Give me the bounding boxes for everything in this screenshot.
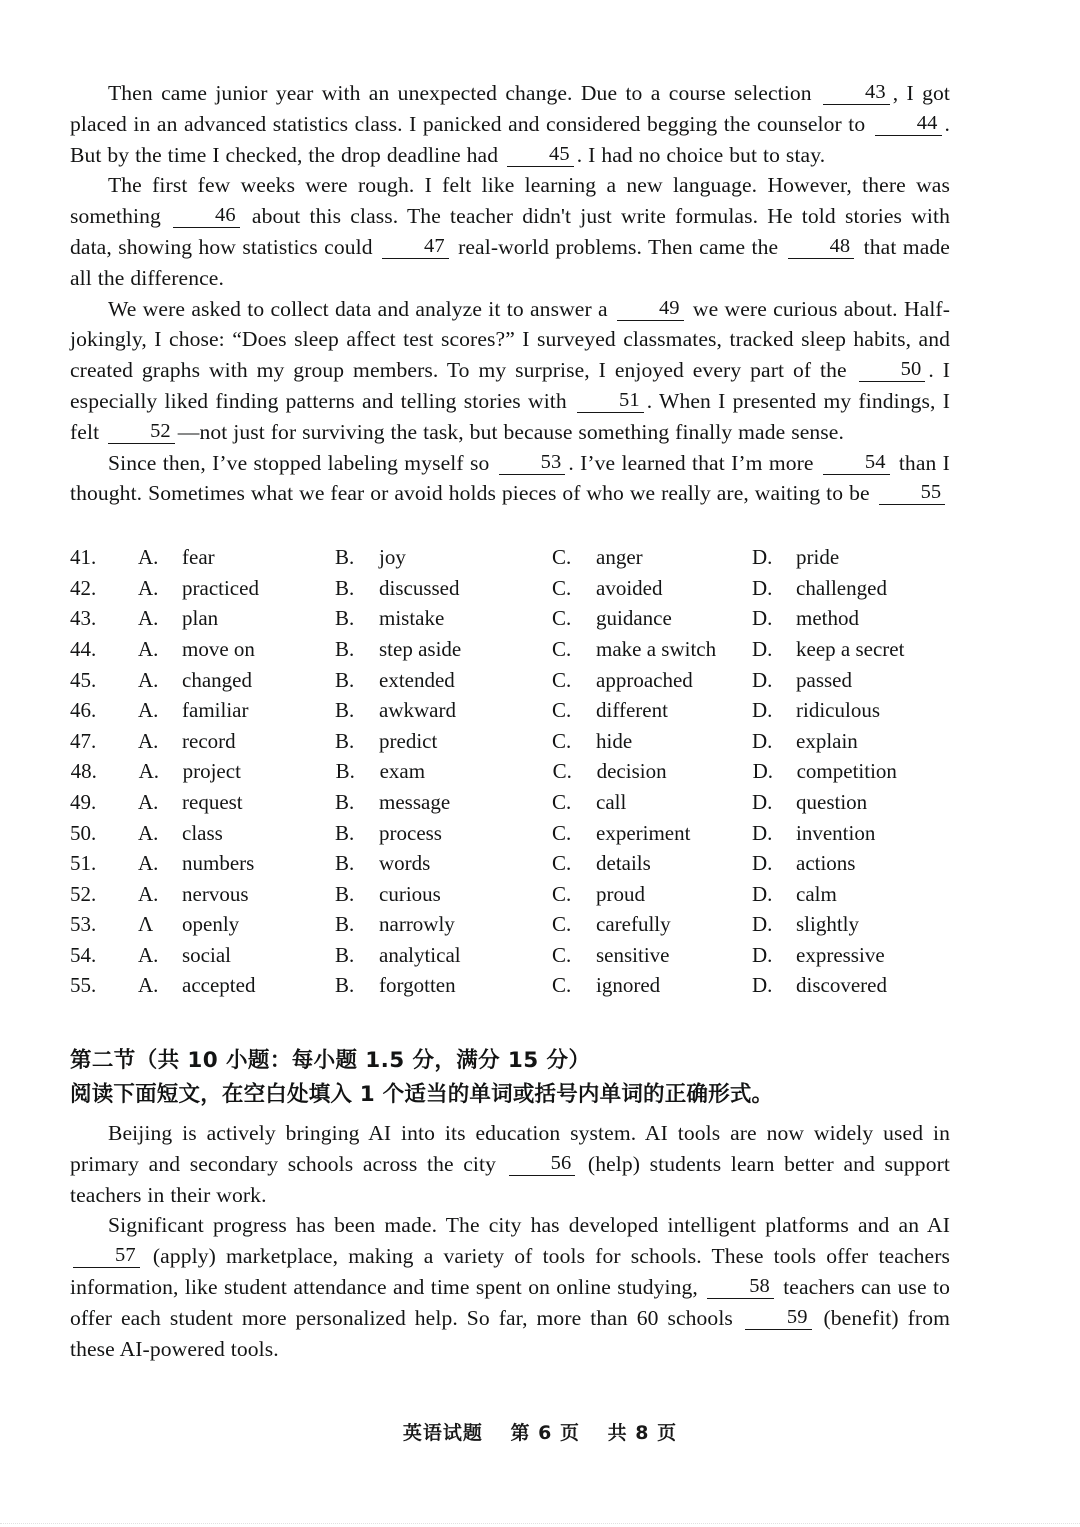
mc-option-text: different (596, 698, 668, 723)
passage-text: Since then, I’ve stopped labeling myself so (108, 450, 496, 475)
mc-option-c[interactable] (552, 545, 643, 570)
mc-option-text: call (596, 789, 627, 814)
answer-blank-53[interactable]: 53 (499, 451, 566, 475)
mc-option-c[interactable] (552, 851, 651, 876)
answer-blank-59[interactable]: 59 (745, 1306, 812, 1330)
mc-option-d[interactable] (752, 668, 852, 693)
mc-option-text: extended (379, 667, 455, 692)
mc-option-text: expressive (796, 942, 885, 967)
answer-blank-46[interactable]: 46 (173, 204, 240, 228)
mc-option-a[interactable] (138, 851, 254, 876)
mc-option-letter: C. (552, 759, 572, 784)
mc-option-text: curious (379, 881, 441, 906)
mc-question-number: 52. (70, 881, 97, 906)
answer-blank-52[interactable]: 52 (108, 420, 175, 444)
answer-blank-51[interactable]: 51 (577, 389, 644, 413)
mc-option-b[interactable] (335, 943, 461, 968)
passage-text: . I’ve learned that I’m more (568, 450, 820, 475)
mc-row (70, 729, 950, 760)
mc-question-number: 45. (70, 667, 97, 692)
mc-option-d[interactable] (752, 943, 885, 968)
section-two-instruction: 阅读下面短文，在空白处填入 1 个适当的单词或括号内单词的正确形式。 (70, 1082, 774, 1108)
passage-text: Beijing is actively bringing AI into its education system. AI tools are now widely used in primary and secondary schools across the city (70, 1121, 950, 1176)
mc-option-d[interactable] (752, 545, 839, 570)
mc-option-text: words (379, 851, 431, 876)
mc-option-d[interactable] (752, 973, 887, 998)
page-content (70, 78, 950, 1364)
mc-option-d[interactable] (753, 759, 897, 784)
mc-question-number: 49. (70, 789, 97, 814)
mc-option-a[interactable] (138, 668, 252, 693)
mc-option-text: process (379, 820, 442, 845)
mc-option-letter: B. (335, 820, 355, 845)
mc-option-text: awkward (379, 698, 456, 723)
mc-option-letter: B. (335, 912, 355, 937)
mc-option-d[interactable] (752, 790, 867, 815)
answer-blank-56[interactable]: 56 (509, 1152, 576, 1176)
mc-option-a[interactable] (138, 973, 255, 998)
passage-text: The first few weeks were rough. I felt like learning a new language. However, there was something (70, 173, 950, 229)
mc-option-text: familiar (182, 698, 249, 723)
mc-option-letter: D. (752, 820, 773, 845)
footer-total-pages: 共 8 页 (607, 1422, 678, 1444)
mc-option-letter: A. (138, 728, 159, 753)
mc-option-d[interactable] (752, 729, 858, 754)
mc-question-number: 55. (70, 973, 97, 998)
mc-option-letter: D. (752, 667, 773, 692)
mc-option-b[interactable] (335, 882, 441, 907)
mc-option-text: step aside (379, 636, 462, 661)
mc-option-text: joy (379, 545, 406, 570)
passage-text: (benefit) from these AI-powered tools. (70, 1305, 950, 1361)
answer-blank-58[interactable]: 58 (707, 1275, 774, 1299)
mc-option-b[interactable] (335, 606, 444, 631)
mc-option-letter: B. (335, 606, 355, 631)
answer-blank-47[interactable]: 47 (382, 235, 449, 259)
mc-option-text: invention (796, 820, 876, 845)
mc-option-letter: Λ (138, 912, 154, 937)
mc-row (70, 943, 950, 974)
mc-option-letter: A. (138, 698, 159, 723)
mc-option-text: exam (379, 759, 426, 784)
mc-question-number: 42. (70, 575, 97, 600)
mc-option-text: keep a secret (796, 636, 905, 661)
passage-text: , I got placed in an advanced statistics class. I panicked and considered begging the counselor to (70, 81, 950, 136)
mc-option-letter: A. (138, 789, 159, 814)
mc-option-text: explain (796, 728, 858, 753)
mc-option-letter: B. (335, 851, 355, 876)
mc-option-letter: B. (335, 942, 355, 967)
answer-blank-50[interactable]: 50 (859, 358, 926, 382)
mc-option-text: narrowly (379, 912, 455, 937)
mc-option-letter: C. (552, 942, 572, 967)
mc-option-letter: A. (138, 575, 159, 600)
mc-option-letter: B. (335, 881, 355, 906)
page-footer (0, 1418, 1080, 1445)
mc-option-text: details (596, 851, 651, 876)
mc-option-text: plan (182, 606, 219, 631)
mc-option-letter: B. (335, 728, 355, 753)
mc-option-letter: D. (752, 881, 773, 906)
mc-option-b[interactable] (335, 851, 430, 876)
passage-text: teachers can use to offer each student more personalized help. So far, more than 60 schools (70, 1275, 950, 1330)
mc-row (70, 606, 950, 637)
mc-option-a[interactable] (138, 821, 223, 846)
mc-row (70, 637, 950, 668)
mc-row (70, 912, 950, 943)
mc-option-text: competition (796, 759, 897, 784)
mc-question-number: 53. (70, 912, 97, 937)
mc-option-text: forgotten (379, 973, 456, 998)
mc-option-a[interactable] (138, 637, 255, 662)
mc-option-letter: B. (335, 636, 355, 661)
mc-option-text: challenged (796, 575, 887, 600)
section-two-heading: 第二节（共 10 小题：每小题 1.5 分，满分 15 分） (70, 1048, 591, 1074)
passage-text: . I had no choice but to stay. (576, 142, 826, 167)
mc-option-c[interactable] (552, 943, 670, 968)
mc-option-letter: D. (752, 575, 773, 600)
mc-option-text: calm (796, 881, 837, 906)
answer-blank-45[interactable]: 45 (507, 143, 574, 167)
mc-option-a[interactable] (138, 698, 248, 723)
mc-option-d[interactable] (752, 912, 859, 937)
mc-option-a[interactable] (139, 759, 241, 784)
mc-question-number: 54. (70, 942, 97, 967)
mc-option-b[interactable] (335, 637, 461, 662)
mc-option-letter: D. (752, 973, 773, 998)
mc-option-text: fear (182, 545, 215, 570)
mc-option-letter: C. (552, 636, 572, 661)
grammar-fill-passage (70, 1118, 950, 1364)
mc-option-text: record (182, 728, 236, 753)
mc-row (70, 668, 950, 699)
passage-text: about this class. The teacher didn't just write formulas. He told stories with data, showing how statistics could (70, 204, 950, 259)
mc-option-letter: D. (752, 851, 773, 876)
mc-option-text: guidance (596, 606, 672, 631)
mc-option-letter: B. (335, 759, 355, 784)
mc-question-number: 44. (70, 636, 97, 661)
mc-option-text: make a switch (596, 636, 717, 661)
answer-blank-49[interactable]: 49 (617, 297, 684, 321)
mc-option-text: proud (596, 881, 645, 906)
mc-option-letter: A. (138, 820, 159, 845)
mc-option-text: message (379, 789, 451, 814)
cloze-passage (70, 78, 950, 509)
mc-option-text: changed (182, 667, 252, 692)
mc-option-d[interactable] (752, 851, 855, 876)
footer-page-number: 第 6 页 (510, 1422, 580, 1444)
mc-option-letter: A. (138, 636, 159, 661)
passage-paragraph (70, 294, 950, 448)
mc-question-number: 43. (70, 606, 97, 631)
mc-option-text: carefully (596, 912, 671, 937)
mc-option-text: experiment (596, 820, 691, 845)
mc-option-c[interactable] (552, 698, 668, 723)
mc-option-c[interactable] (552, 729, 632, 754)
mc-option-letter: A. (138, 942, 159, 967)
mc-option-text: openly (182, 912, 240, 937)
answer-blank-54[interactable]: 54 (823, 451, 890, 475)
mc-option-c[interactable] (552, 668, 693, 693)
mc-option-b[interactable] (335, 790, 450, 815)
mc-option-letter: C. (552, 667, 572, 692)
mc-row (70, 790, 950, 821)
mc-row (70, 576, 950, 607)
answer-blank-55[interactable]: 55 (879, 481, 946, 505)
mc-option-text: predict (379, 728, 438, 753)
mc-option-text: ignored (596, 973, 661, 998)
grammar-paragraph (70, 1118, 950, 1210)
mc-option-c[interactable] (552, 576, 662, 601)
mc-option-letter: A. (138, 851, 159, 876)
mc-option-a[interactable] (138, 545, 215, 570)
mc-option-a[interactable] (138, 912, 239, 937)
mc-option-b[interactable] (335, 973, 456, 998)
mc-option-text: approached (596, 667, 693, 692)
mc-option-text: hide (596, 728, 633, 753)
mc-option-letter: A. (138, 973, 159, 998)
mc-option-text: request (182, 789, 243, 814)
mc-option-text: accepted (182, 973, 256, 998)
mc-option-c[interactable] (552, 973, 660, 998)
mc-option-a[interactable] (138, 882, 249, 907)
mc-option-letter: B. (335, 545, 355, 570)
passage-paragraph (70, 448, 950, 510)
mc-option-a[interactable] (138, 606, 218, 631)
mc-option-b[interactable] (335, 912, 455, 937)
mc-option-letter: A. (138, 606, 159, 631)
passage-text: real-world problems. Then came the (451, 234, 785, 259)
mc-option-letter: C. (552, 545, 572, 570)
mc-option-text: discovered (796, 973, 887, 998)
mc-option-text: practiced (182, 575, 259, 600)
mc-option-text: ridiculous (796, 698, 880, 723)
mc-option-letter: D. (752, 942, 773, 967)
mc-option-text: move on (182, 636, 255, 661)
mc-option-d[interactable] (752, 882, 837, 907)
answer-blank-44[interactable]: 44 (875, 112, 942, 136)
mc-option-letter: C. (552, 973, 572, 998)
answer-blank-48[interactable]: 48 (788, 235, 855, 259)
answer-blank-57[interactable]: 57 (73, 1244, 140, 1268)
mc-option-c[interactable] (552, 912, 671, 937)
mc-option-text: method (796, 606, 859, 631)
mc-option-letter: A. (138, 545, 159, 570)
passage-text: we were curious about. Half-jokingly, I chose: “Does sleep affect test scores?” I surveyed classmates, tracked sleep habits, and created graphs with my group members. To my surprise, I enjoyed every part of the (70, 296, 950, 383)
mc-option-letter: C. (552, 606, 572, 631)
passage-text: Then came junior year with an unexpected change. Due to a course selection (108, 81, 820, 105)
passage-text: We were asked to collect data and analyze it to answer a (108, 296, 614, 321)
mc-option-c[interactable] (552, 790, 626, 815)
answer-blank-43[interactable]: 43 (823, 81, 890, 105)
passage-text: —not just for surviving the task, but because something finally made sense. (177, 419, 844, 444)
mc-option-letter: D. (752, 698, 773, 723)
mc-option-text: numbers (182, 851, 255, 876)
mc-option-d[interactable] (752, 698, 880, 723)
mc-option-letter: B. (335, 667, 355, 692)
mc-option-a[interactable] (138, 576, 259, 601)
mc-option-letter: D. (752, 606, 773, 631)
mc-option-d[interactable] (752, 821, 875, 846)
mc-option-text: social (182, 942, 231, 967)
mc-option-letter: B. (335, 575, 355, 600)
mc-option-letter: C. (552, 728, 572, 753)
mc-option-text: anger (596, 545, 643, 570)
multiple-choice-list (70, 545, 950, 1004)
mc-option-text: class (182, 820, 223, 845)
mc-option-letter: C. (552, 912, 572, 937)
passage-text: . When I presented my findings, I felt (70, 388, 950, 444)
mc-question-number: 51. (70, 851, 97, 876)
mc-question-number: 50. (70, 820, 97, 845)
mc-option-a[interactable] (138, 729, 236, 754)
mc-option-text: mistake (379, 606, 445, 631)
mc-option-text: slightly (796, 912, 860, 937)
mc-option-letter: D. (752, 912, 773, 937)
mc-row (70, 698, 950, 729)
mc-option-text: decision (596, 759, 667, 784)
mc-option-text: sensitive (596, 942, 670, 967)
mc-option-letter: D. (752, 545, 773, 570)
mc-option-b[interactable] (335, 821, 442, 846)
mc-option-letter: A. (138, 759, 160, 784)
mc-option-letter: C. (552, 820, 572, 845)
mc-option-letter: D. (752, 636, 773, 661)
mc-option-letter: C. (552, 851, 572, 876)
mc-option-b[interactable] (335, 545, 406, 570)
mc-row (70, 545, 950, 576)
mc-option-text: discussed (379, 575, 460, 600)
mc-option-letter: C. (552, 881, 572, 906)
mc-option-text: passed (796, 667, 852, 692)
mc-option-c[interactable] (552, 882, 645, 907)
passage-paragraph (70, 170, 950, 293)
passage-text: Significant progress has been made. The city has developed intelligent platforms and an AI (108, 1213, 950, 1238)
mc-option-c[interactable] (553, 759, 667, 784)
mc-option-letter: C. (552, 698, 572, 723)
mc-option-letter: D. (752, 759, 774, 784)
passage-text: . I especially liked finding patterns and telling stories with (70, 358, 950, 413)
mc-option-text: nervous (182, 881, 249, 906)
passage-paragraph (70, 78, 950, 170)
mc-option-text: avoided (596, 575, 663, 600)
grammar-paragraph (70, 1210, 950, 1364)
mc-option-a[interactable] (138, 943, 231, 968)
mc-option-b[interactable] (335, 698, 456, 723)
mc-option-b[interactable] (335, 576, 460, 601)
mc-option-b[interactable] (335, 668, 455, 693)
mc-row (70, 851, 950, 882)
passage-text: than I thought. Sometimes what we fear or avoid holds pieces of who we really are, waiting to be (70, 450, 950, 506)
mc-option-letter: D. (752, 728, 773, 753)
mc-option-letter: A. (138, 881, 159, 906)
mc-question-number: 48. (70, 759, 97, 784)
mc-option-letter: C. (552, 789, 572, 814)
mc-question-number: 46. (70, 698, 97, 723)
passage-text: . But by the time I checked, the drop deadline had (70, 111, 950, 167)
mc-option-text: pride (796, 545, 840, 570)
mc-option-d[interactable] (752, 606, 859, 631)
mc-option-letter: C. (552, 575, 572, 600)
mc-option-text: analytical (379, 942, 461, 967)
mc-option-d[interactable] (752, 576, 887, 601)
mc-option-letter: B. (335, 973, 355, 998)
mc-option-b[interactable] (335, 729, 437, 754)
mc-option-text: project (182, 759, 241, 784)
page-edge-rule (0, 1523, 1080, 1525)
footer-subject: 英语试题 (402, 1422, 483, 1444)
mc-row (70, 882, 950, 913)
mc-option-b[interactable] (336, 759, 425, 784)
mc-question-number: 41. (70, 545, 97, 570)
mc-row (70, 973, 950, 1004)
passage-text: (help) students learn better and support teachers in their work. (70, 1151, 950, 1207)
mc-option-c[interactable] (552, 637, 716, 662)
mc-option-letter: B. (335, 789, 355, 814)
mc-option-text: actions (796, 851, 856, 876)
mc-option-text: question (796, 789, 868, 814)
passage-text: that made all the difference. (70, 234, 950, 290)
passage-text: (apply) marketplace, making a variety of tools for schools. These tools offer teachers information, like student attendance and time spent on online studying, (70, 1244, 950, 1300)
mc-row (70, 821, 950, 852)
mc-option-c[interactable] (552, 606, 672, 631)
mc-question-number: 47. (70, 728, 97, 753)
mc-option-letter: A. (138, 667, 159, 692)
mc-option-letter: B. (335, 698, 355, 723)
mc-option-a[interactable] (138, 790, 243, 815)
mc-option-letter: D. (752, 789, 773, 814)
mc-option-d[interactable] (752, 637, 904, 662)
mc-row (71, 759, 951, 790)
mc-option-c[interactable] (552, 821, 690, 846)
